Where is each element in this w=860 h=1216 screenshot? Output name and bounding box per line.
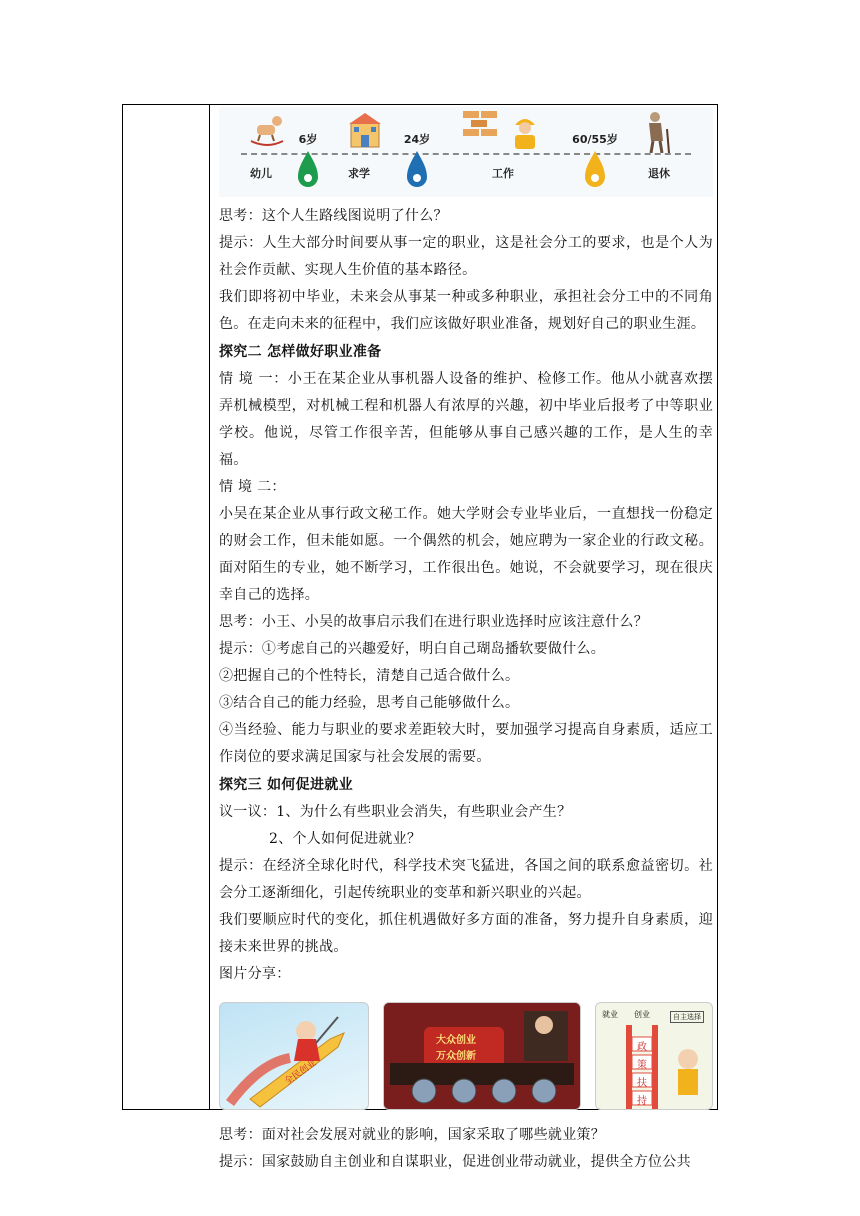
scenario-label: 情 境 二： — [219, 479, 286, 495]
ladder-step: 策 — [637, 1060, 647, 1071]
discussion-paragraph: 议一议：1、为什么有些职业会消失，有些职业会产生？ — [219, 804, 572, 820]
age-label: 6岁 — [298, 133, 318, 146]
section-heading: 探究三 如何促进就业 — [219, 777, 353, 793]
rocket-caption: 全民创业 — [283, 1058, 319, 1088]
hint-paragraph: 提示：在经济全球化时代，科学技术突飞猛进，各国之间的联系愈益密切。社会分工逐渐细化，引起传统职业的变革和新兴职业的兴起。 — [219, 858, 713, 901]
innovation-train-image — [383, 1002, 581, 1110]
text-body — [219, 203, 713, 1176]
age-label: 24岁 — [403, 133, 431, 146]
school-icon — [347, 111, 383, 149]
age-label: 60/55岁 — [572, 133, 618, 146]
life-roadmap-image — [219, 107, 713, 197]
list-item: ②把握自己的个性特长，清楚自己适合做什么。 — [219, 668, 520, 684]
ladder-label: 就业 — [602, 1010, 618, 1019]
train-slogan-line1: 大众创业 — [436, 1035, 476, 1046]
ladder-label: 创业 — [634, 1010, 650, 1019]
stage-label: 求学 — [348, 167, 370, 180]
worker-icon — [507, 111, 543, 149]
hint-paragraph: 提示：国家鼓励自主创业和自谋职业，促进创业带动就业，提供全方位公共 — [219, 1154, 691, 1170]
scenario-paragraph: 情 境 一：小王在某企业从事机器人设备的维护、检修工作。他从小就喜欢摆弄机械模型，对机械工程和机器人有浓厚的兴趣，初中毕业后报考了中等职业学校。他说，尽管工作很辛苦，但能够从事自己感兴趣的工作，是人生的幸福。 — [219, 371, 713, 468]
ladder-step: 政 — [637, 1042, 647, 1053]
list-item: ④当经验、能力与职业的要求差距较大时，要加强学习提高自身素质，适应工作岗位的要求满足国家与社会发展的需要。 — [219, 722, 713, 765]
elderly-man-icon — [639, 111, 675, 153]
section-heading: 探究二 怎样做好职业准备 — [219, 344, 382, 360]
picture-gallery — [219, 1002, 713, 1112]
list-item: ③结合自己的能力经验，思考自己能够做什么。 — [219, 695, 520, 711]
lesson-content — [219, 105, 713, 1176]
rocket-cartoon-image — [219, 1002, 369, 1110]
column-divider — [209, 105, 210, 1109]
stage-label: 工作 — [492, 167, 514, 180]
scenario-paragraph: 小吴在某企业从事行政文秘工作。她大学财会专业毕业后，一直想找一份稳定的财会工作，但未能如愿。一个偶然的机会，她应聘为一家企业的行政文秘。面对陌生的专业，她不断学习，工作很出色。她说，不会就要学习，现在很庆幸自己的选择。 — [219, 506, 713, 603]
picture-share-label: 图片分享： — [219, 966, 291, 982]
hint-paragraph: 提示：人生大部分时间要从事一定的职业，这是社会分工的要求，也是个人为社会作贡献、实现人生价值的基本路径。 — [219, 235, 713, 278]
stage-label: 退休 — [648, 167, 670, 180]
body-paragraph: 我们要顺应时代的变化，抓住机遇做好多方面的准备，努力提升自身素质，迎接未来世界的挑战。 — [219, 912, 713, 955]
body-paragraph: 我们即将初中毕业，未来会从事某一种或多种职业，承担社会分工中的不同角色。在走向未来的征程中，我们应该做好职业准备，规划好自己的职业生涯。 — [219, 289, 713, 332]
hint-paragraph: 提示：①考虑自己的兴趣爱好，明白自己瑚岛播软要做什么。 — [219, 641, 606, 657]
question-paragraph: 思考：面对社会发展对就业的影响，国家采取了哪些就业策？ — [219, 1127, 606, 1143]
rocking-horse-icon — [247, 111, 287, 147]
stage-label: 幼儿 — [250, 167, 272, 180]
ladder-step: 扶 — [637, 1078, 647, 1089]
policy-ladder-image — [595, 1002, 713, 1110]
brick-wall-icon — [463, 111, 499, 143]
ladder-sign: 自主选择 — [670, 1011, 704, 1023]
question-paragraph: 思考：这个人生路线图说明了什么？ — [219, 208, 448, 224]
lesson-table — [122, 104, 718, 1170]
ladder-step: 持 — [637, 1096, 647, 1107]
question-paragraph: 思考：小王、小吴的故事启示我们在进行职业选择时应该注意什么？ — [219, 614, 648, 630]
train-slogan-line2: 万众创新 — [436, 1051, 476, 1062]
discussion-paragraph: 2、个人如何促进就业？ — [269, 831, 422, 847]
